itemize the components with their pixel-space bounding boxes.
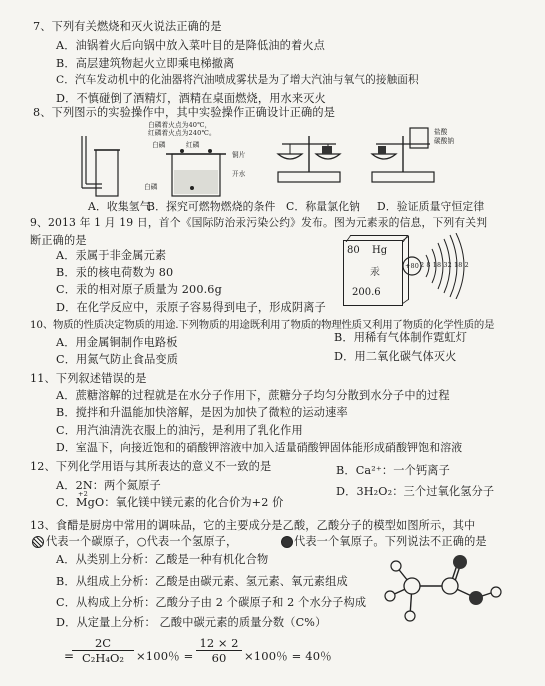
q12-stem: 12、下列化学用语与其所表达的意义不一致的是 <box>30 460 272 473</box>
q9-option-a: A．汞属于非金属元素 <box>56 249 167 262</box>
nucleus-charge: +80 <box>405 262 419 270</box>
q10-stem: 10、物质的性质决定物质的用途.下列物质的用途既利用了物质的物理性质又利用了物质的化学性质的是 <box>30 319 495 331</box>
q12-option-c: C．MgO：氧化镁中镁元素的化合价为+2 价 <box>56 496 284 509</box>
q9-stem: 9、2013 年 1 月 19 日，首个《国际防治汞污染公约》发布。图为元素汞的信息，下列有关判 <box>30 216 488 229</box>
q8-caption-c: C．称量氯化钠 <box>286 200 361 213</box>
q11-option-c: C．用汽油清洗衣服上的油污，是利用了乳化作用 <box>56 424 303 437</box>
label-white-phosphorus-2: 白磷 <box>144 183 158 191</box>
q11-option-d: D．室温下，向接近饱和的硝酸钾溶液中加入适量硝酸钾固体能形成硝酸钾饱和溶液 <box>56 441 463 454</box>
label-hydrochloric-acid: 盐酸 <box>434 128 448 136</box>
q12-option-d: D．3H₂O₂：三个过氧化氢分子 <box>336 485 495 498</box>
formula-multiply-1: ×100％ = <box>136 649 194 663</box>
q7-option-b: B．高层建筑物起火立即乘电梯撤离 <box>56 57 235 70</box>
q13-option-d: D．从定量上分析： 乙酸中碳元素的质量分数（C%） <box>56 616 327 629</box>
electron-shells: 2 8 18 32 18 2 <box>420 261 469 269</box>
label-copper-sheet: 铜片 <box>232 151 246 159</box>
acetic-acid-molecule-model <box>380 552 510 632</box>
gas-collection-figure <box>74 136 134 200</box>
relative-atomic-mass: 200.6 <box>352 287 381 298</box>
element-name: 汞 <box>370 267 380 278</box>
label-red-phosphorus: 红磷 <box>186 141 200 149</box>
q9-stem-2: 断正确的是 <box>30 234 87 247</box>
label-white-phosphorus: 白磷 <box>152 141 166 149</box>
formula-equals: = <box>64 649 75 663</box>
q13-stem-2: 代表一个碳原子，○代表一个氢原子， <box>46 535 238 548</box>
q10-option-b: B．用稀有气体制作霓虹灯 <box>334 331 468 344</box>
atomic-number: 80 <box>347 245 360 256</box>
q11-option-b: B．搅拌和升温能加快溶解，是因为加快了微粒的运动速率 <box>56 406 348 419</box>
q12-valence-mark: +2 <box>78 490 89 498</box>
q8-caption-a: A．收集氢气 <box>88 200 151 213</box>
q13-stem: 13、食醋是厨房中常用的调味品，它的主要成分是乙酸，乙酸分子的模型如图所示，其中 <box>30 519 476 532</box>
q9-option-b: B．汞的核电荷数为 80 <box>56 266 174 279</box>
carbon-atom-icon <box>32 536 44 548</box>
q12-option-a: A．2N：两个氮原子 <box>56 479 161 492</box>
formula-result: ×100％ = 40％ <box>244 649 332 663</box>
q12-option-b: B．Ca²⁺：一个钙离子 <box>336 464 450 477</box>
oxygen-atom-icon <box>281 536 293 548</box>
fraction-values <box>196 636 242 665</box>
fraction-2-numerator: 12 × 2 <box>196 636 242 651</box>
q7-option-c: C．汽车发动机中的化油器将汽油喷成雾状是为了增大汽油与氧气的接触面积 <box>56 74 419 86</box>
fraction-carbon <box>72 636 134 665</box>
fraction-1-denominator: C₂H₄O₂ <box>81 651 125 665</box>
q13-stem-2b: 代表一个氧原子。下列说法不正确的是 <box>294 535 487 548</box>
fraction-2-denominator: 60 <box>211 651 227 665</box>
q9-option-d: D．在化学反应中，汞原子容易得到电子，形成阴离子 <box>56 301 326 314</box>
q8-note-1: 白磷着火点为40℃， <box>148 121 212 129</box>
q13-option-b: B．从组成上分析：乙酸是由碳元素、氢元素、氧元素组成 <box>56 575 348 588</box>
q7-option-a: A．油锅着火后向锅中放入菜叶目的是降低油的着火点 <box>56 39 325 52</box>
q10-option-a: A．用金属铜制作电路板 <box>56 336 178 349</box>
q8-note-2: 红磷着火点为240℃。 <box>148 129 216 137</box>
q7-stem: 7、下列有关燃烧和灭火说法正确的是 <box>33 20 222 33</box>
q13-option-a: A．从类别上分析：乙酸是一种有机化合物 <box>56 553 269 566</box>
q13-option-c: C．从构成上分析：乙酸分子由 2 个碳原子和 2 个水分子构成 <box>56 596 367 609</box>
combustion-beaker-figure <box>162 148 232 200</box>
balance-figure <box>272 124 346 186</box>
element-symbol: Hg <box>372 245 388 256</box>
q10-option-c: C．用氮气防止食品变质 <box>56 353 179 366</box>
label-sodium-carbonate: 碳酸钠 <box>434 137 455 145</box>
mercury-element-tile <box>343 240 403 306</box>
fraction-1-numerator: 2C <box>72 636 134 651</box>
q8-caption-d: D．验证质量守恒定律 <box>377 200 485 213</box>
q11-stem: 11、下列叙述错误的是 <box>30 372 147 385</box>
q9-option-c: C．汞的相对原子质量为 200.6g <box>56 283 222 296</box>
label-hot-water: 开水 <box>232 170 246 178</box>
q10-option-d: D．用二氧化碳气体灭火 <box>334 350 457 363</box>
q8-stem: 8、下列图示的实验操作中，其中实验操作正确设计正确的是 <box>33 106 336 119</box>
mass-conservation-figure <box>366 122 440 186</box>
q7-option-d: D．不慎碰倒了酒精灯，酒精在桌面燃烧，用水来灭火 <box>56 92 326 105</box>
q11-option-a: A．蔗糖溶解的过程就是在水分子作用下，蔗糖分子均匀分散到水分子中的过程 <box>56 389 450 402</box>
q8-caption-b: B．探究可燃物燃烧的条件 <box>147 200 276 213</box>
